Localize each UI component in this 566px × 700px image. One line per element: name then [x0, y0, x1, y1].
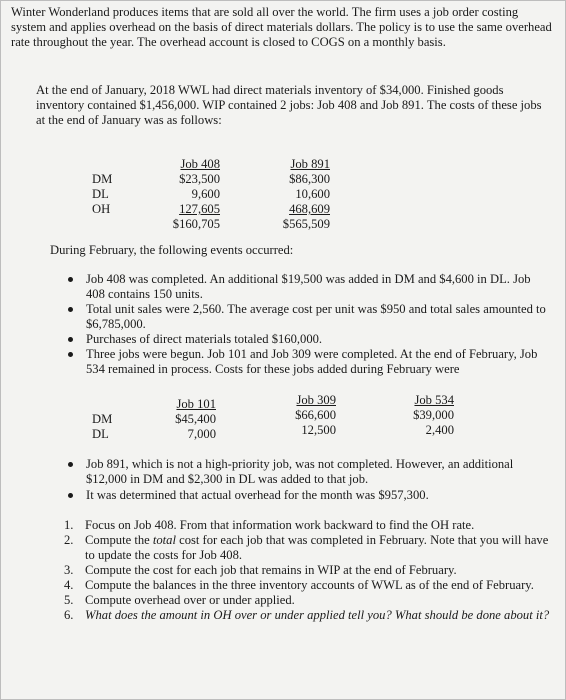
question-number: 2. [64, 533, 74, 547]
list-item: It was determined that actual overhead for the month was $957,300. [66, 488, 548, 503]
cell: $39,000 [413, 408, 454, 422]
cell: 12,500 [301, 423, 336, 437]
question-item [64, 518, 554, 533]
events-heading: During February, the following events occurred: [50, 243, 294, 257]
events-list-continued [66, 457, 548, 503]
col-header-job-891: Job 891 [290, 157, 330, 171]
cell: $86,300 [289, 172, 330, 186]
events-list [66, 272, 548, 377]
col-header-job-309: Job 309 [296, 393, 336, 407]
list-item: Job 408 was completed. An additional $19,500 was added in DM and $4,600 in DL. Job 408 contains 150 units. [66, 272, 548, 302]
question-text: Compute the cost for each job that remains in WIP at the end of February. [85, 563, 457, 577]
question-item [64, 578, 554, 593]
table1-col-job-891 [262, 157, 330, 232]
questions-list [64, 518, 554, 623]
cell: 468,609 [289, 202, 330, 216]
table2-col-job-309 [268, 393, 336, 438]
row-label-dm: DM [92, 412, 113, 426]
table1-col-job-408 [150, 157, 220, 232]
row-label-dm: DM [92, 172, 113, 186]
table2-row-labels [92, 412, 112, 442]
question-item [64, 593, 554, 608]
cell: 2,400 [425, 423, 454, 437]
col-header-job-534: Job 534 [414, 393, 454, 407]
row-label-dl: DL [92, 187, 109, 201]
question-item [64, 563, 554, 578]
january-paragraph: At the end of January, 2018 WWL had direct materials inventory of $34,000. Finished goods inventory contained $1,456,000. WIP contained 2 jobs: Job 408 and Job 891. The costs of these jobs at the end of January was as follows: [36, 83, 542, 127]
row-label-oh: OH [92, 202, 111, 216]
cell-total: $565,509 [282, 217, 330, 231]
question-number: 4. [64, 578, 74, 592]
bullet-icon [68, 493, 73, 498]
question-text: cost for each job that was completed in February. Note that you will have to update the costs for Job 408. [85, 533, 549, 562]
question-text: Compute overhead over or under applied. [85, 593, 295, 607]
table2-col-job-534 [388, 393, 454, 438]
list-item: Total unit sales were 2,560. The average cost per unit was $950 and total sales amounted to $6,785,000. [66, 302, 548, 332]
row-label-dl: DL [92, 427, 109, 441]
question-text: Focus on Job 408. From that information work backward to find the OH rate. [85, 518, 475, 532]
cell: 127,605 [179, 202, 220, 216]
question-text: What does the amount in OH over or under applied tell you? What should be done about it? [85, 608, 550, 622]
table2-col-job-101 [146, 397, 216, 442]
question-item [64, 608, 554, 623]
col-header-job-408: Job 408 [180, 157, 220, 171]
cell: $23,500 [179, 172, 220, 186]
question-number: 5. [64, 593, 74, 607]
list-item: Purchases of direct materials totaled $160,000. [66, 332, 548, 347]
intro-paragraph: Winter Wonderland produces items that are sold all over the world. The firm uses a job order costing system and applies overhead on the basis of direct materials dollars. The policy is to use the same overhead rate throughout the year. The overhead account is closed to COGS on a monthly basis. [11, 5, 552, 49]
question-item [64, 533, 554, 563]
list-item: Three jobs were begun. Job 101 and Job 309 were completed. At the end of February, Job 534 remained in process. Costs for these jobs added during February were [66, 347, 548, 377]
cell: 10,600 [295, 187, 330, 201]
question-number: 6. [64, 608, 74, 622]
cell-total: $160,705 [172, 217, 220, 231]
question-number: 3. [64, 563, 74, 577]
bullet-icon [68, 337, 73, 342]
cell: $66,600 [295, 408, 336, 422]
bullet-icon [68, 352, 73, 357]
question-text: Compute the balances in the three inventory accounts of WWL as of the end of February. [85, 578, 534, 592]
bullet-icon [68, 307, 73, 312]
col-header-job-101: Job 101 [176, 397, 216, 411]
question-text: total [152, 533, 176, 547]
question-number: 1. [64, 518, 74, 532]
question-text: Compute the [85, 533, 153, 547]
list-item: Job 891, which is not a high-priority job, was not completed. However, an additional $12,000 in DM and $2,300 in DL was added to that job. [66, 457, 548, 487]
table1-row-labels [92, 172, 112, 217]
cell: $45,400 [175, 412, 216, 426]
bullet-icon [68, 277, 73, 282]
cell: 9,600 [191, 187, 220, 201]
cell: 7,000 [187, 427, 216, 441]
bullet-icon [68, 462, 73, 467]
